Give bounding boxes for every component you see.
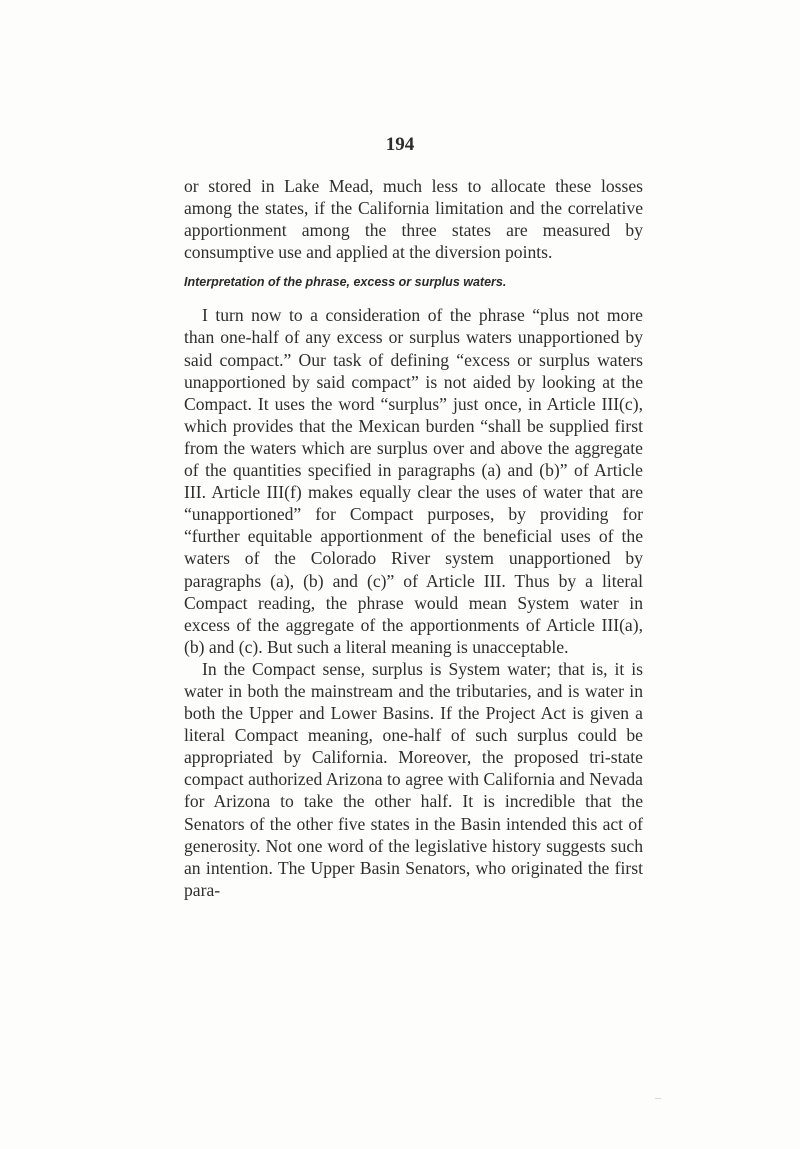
paragraph: or stored in Lake Mead, much less to allocate these losses among the states, if the California limitation and the correlative apportionment among the three states are measured by consumptive use and applied at the diversion points. xyxy=(184,176,643,263)
paragraph: In the Compact sense, surplus is System water; that is, it is water in both the mainstream and the tributaries, and is water in both the Upper and Lower Basins. If the Project Act is given a literal Compact meaning, one-half of such surplus could be appropriated by California. Moreover, the proposed tri-state compact authorized Arizona to agree with California and Nevada for Arizona to take the other half. It is incredible that the Senators of the other five states in the Basin intended this act of generosity. Not one word of the legislative history suggests such an intention. The Upper Basin Senators, who originated the first para- xyxy=(184,658,643,900)
scan-mark xyxy=(655,1098,661,1099)
body-text xyxy=(184,175,643,901)
page-number: 194 xyxy=(385,134,415,155)
section-heading: Interpretation of the phrase, excess or surplus waters. xyxy=(184,275,507,290)
paragraph: I turn now to a consideration of the phrase “plus not more than one-half of any excess or surplus waters unapportioned by said compact.” Our task of defining “excess or surplus waters unapportioned by said compact” is not aided by looking at the Compact. It uses the word “surplus” just once, in Article III(c), which provides that the Mexican burden “shall be supplied first from the waters which are surplus over and above the aggregate of the quantities specified in paragraphs (a) and (b)” of Article III. Article III(f) makes equally clear the uses of water that are “unapportioned” for Compact purposes, by providing for “further equitable apportionment of the beneficial uses of the waters of the Colorado River system unapportioned by paragraphs (a), (b) and (c)” of Article III. Thus by a literal Compact reading, the phrase would mean System water in excess of the aggregate of the apportionments of Article III(a), (b) and (c). But such a literal meaning is unacceptable. xyxy=(184,305,643,657)
